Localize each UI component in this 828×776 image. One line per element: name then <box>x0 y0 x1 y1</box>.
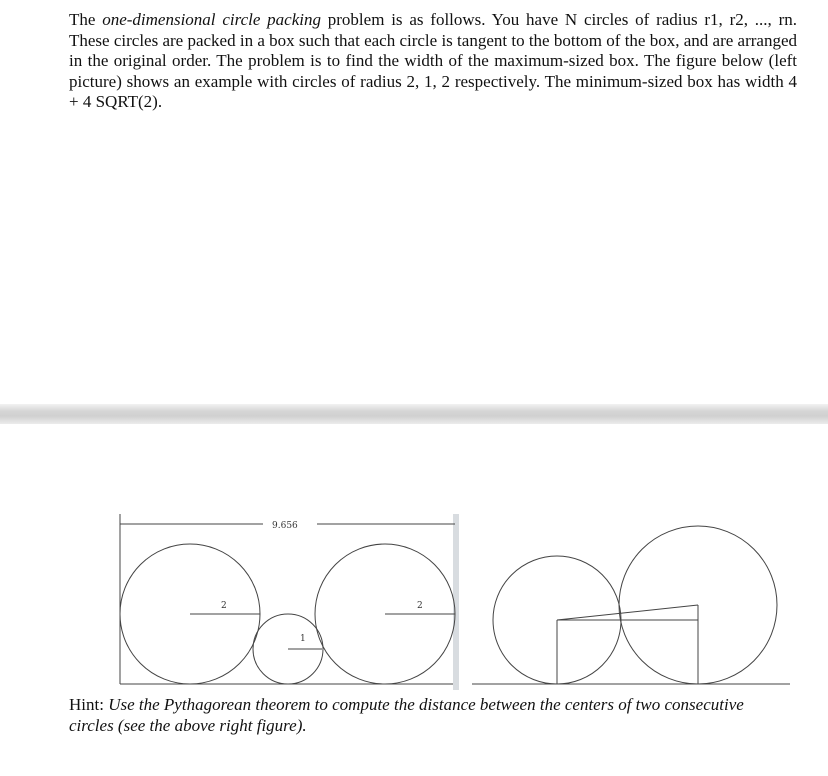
hint-text <box>69 694 769 736</box>
left-radius-label: 2 <box>221 601 227 611</box>
page-divider <box>0 404 828 424</box>
hint-body: Use the Pythagorean theorem to compute the distance between the centers of two consecutive circles (see the above right figure). <box>69 695 744 735</box>
left-figure <box>120 514 459 690</box>
width-label: 9.656 <box>272 521 298 531</box>
circle-packing-figure <box>0 500 828 690</box>
right-radius-label: 2 <box>417 601 423 611</box>
problem-term: one-dimensional circle packing <box>102 10 321 29</box>
right-figure <box>472 526 790 684</box>
problem-lead: The <box>69 10 103 29</box>
problem-body: problem is as follows. You have N circles of radius r1, r2, ..., rn. These circles are packed in a box such that each circle is tangent to the bottom of the box, and are arranged in the original order. The problem is to find the width of the maximum-sized box. The figure below (left picture) shows an example with circles of radius 2, 1, 2 respectively. The minimum-sized box has width 4 + 4 SQRT(2). <box>69 10 797 111</box>
hint-label: Hint: <box>69 695 109 714</box>
problem-statement <box>69 10 797 113</box>
middle-radius-label: 1 <box>300 634 306 644</box>
center-distance-hypotenuse <box>557 605 698 620</box>
